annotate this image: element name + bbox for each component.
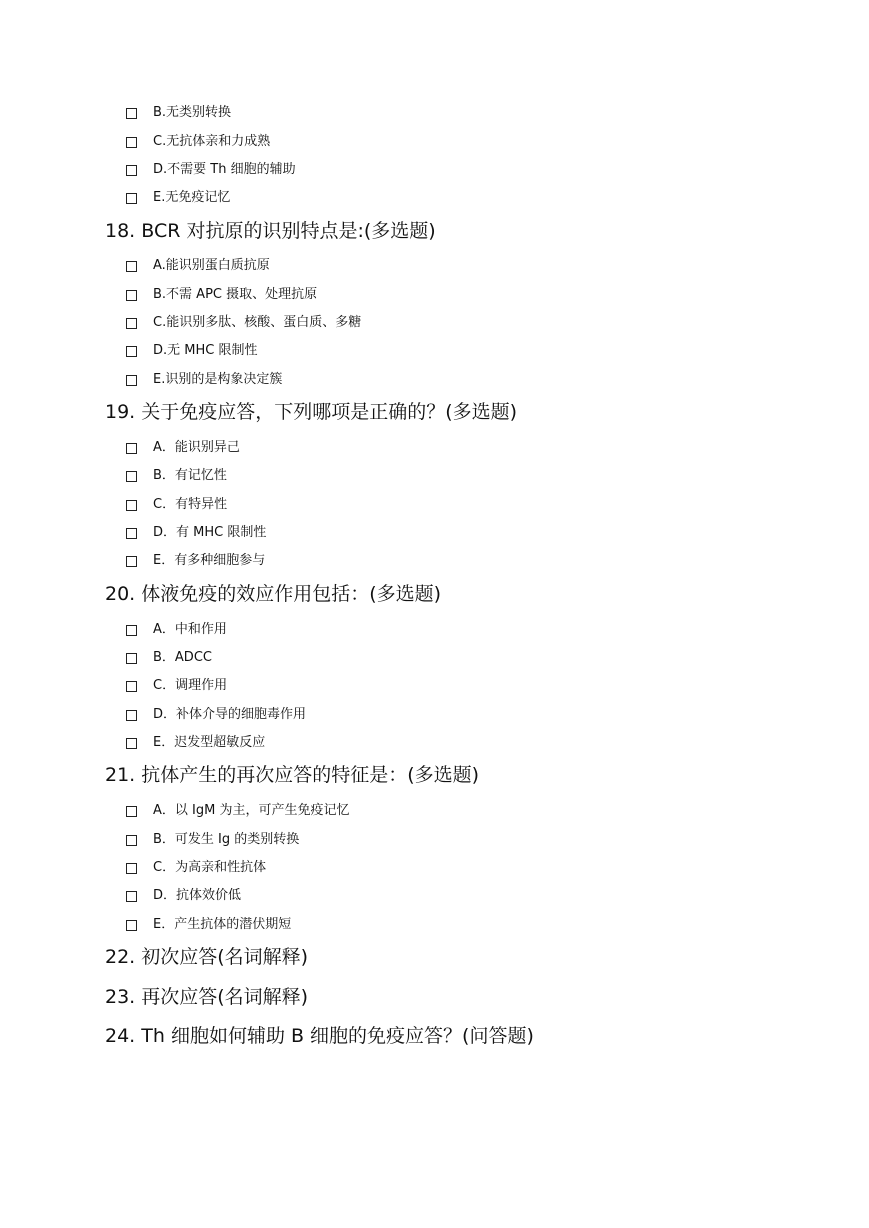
q21-option-d[interactable] <box>126 886 241 906</box>
option-label: B．可发生 Ig 的类别转换 <box>153 832 300 847</box>
checkbox-icon[interactable] <box>126 165 137 176</box>
q17-option-d[interactable] <box>126 160 296 180</box>
q21-option-b[interactable] <box>126 830 299 850</box>
checkbox-icon[interactable] <box>126 443 137 454</box>
option-label: A．以 IgM 为主，可产生免疫记忆 <box>153 803 350 818</box>
checkbox-icon[interactable] <box>126 625 137 636</box>
question-24-title: 24. Th 细胞如何辅助 B 细胞的免疫应答？(问答题) <box>105 1025 534 1047</box>
checkbox-icon[interactable] <box>126 738 137 749</box>
q20-option-a[interactable] <box>126 620 227 640</box>
option-label: E．有多种细胞参与 <box>153 553 266 568</box>
checkbox-icon[interactable] <box>126 891 137 902</box>
q17-option-e[interactable] <box>126 188 230 208</box>
q21-option-a[interactable] <box>126 801 349 821</box>
q19-option-c[interactable] <box>126 495 227 515</box>
option-label: D．补体介导的细胞毒作用 <box>153 707 307 722</box>
checkbox-icon[interactable] <box>126 318 137 329</box>
option-label: C.能识别多肽、核酸、蛋白质、多糖 <box>153 315 362 330</box>
option-label: A．中和作用 <box>153 622 227 637</box>
checkbox-icon[interactable] <box>126 261 137 272</box>
checkbox-icon[interactable] <box>126 108 137 119</box>
option-label: D.无 MHC 限制性 <box>153 343 258 358</box>
checkbox-icon[interactable] <box>126 681 137 692</box>
checkbox-icon[interactable] <box>126 710 137 721</box>
checkbox-icon[interactable] <box>126 137 137 148</box>
checkbox-icon[interactable] <box>126 500 137 511</box>
q19-option-a[interactable] <box>126 438 240 458</box>
checkbox-icon[interactable] <box>126 193 137 204</box>
option-label: C．为高亲和性抗体 <box>153 860 267 875</box>
option-label: C．调理作用 <box>153 678 228 693</box>
q17-option-c[interactable] <box>126 132 270 152</box>
question-22-title: 22. 初次应答(名词解释) <box>105 946 309 968</box>
question-19-title: 19. 关于免疫应答，下列哪项是正确的？(多选题) <box>105 401 518 423</box>
option-label: C.无抗体亲和力成熟 <box>153 134 271 149</box>
checkbox-icon[interactable] <box>126 920 137 931</box>
checkbox-icon[interactable] <box>126 290 137 301</box>
option-label: D.不需要 Th 细胞的辅助 <box>153 162 296 177</box>
question-21-title: 21. 抗体产生的再次应答的特征是：(多选题) <box>105 764 480 786</box>
option-label: E．迟发型超敏反应 <box>153 735 266 750</box>
option-label: D．有 MHC 限制性 <box>153 525 267 540</box>
q19-option-b[interactable] <box>126 466 227 486</box>
question-18-title: 18. BCR 对抗原的识别特点是:(多选题) <box>105 220 436 242</box>
checkbox-icon[interactable] <box>126 806 137 817</box>
checkbox-icon[interactable] <box>126 346 137 357</box>
q19-option-e[interactable] <box>126 551 265 571</box>
checkbox-icon[interactable] <box>126 528 137 539</box>
option-label: C．有特异性 <box>153 497 228 512</box>
checkbox-icon[interactable] <box>126 835 137 846</box>
checkbox-icon[interactable] <box>126 471 137 482</box>
checkbox-icon[interactable] <box>126 375 137 386</box>
option-label: A.能识别蛋白质抗原 <box>153 258 270 273</box>
q20-option-b[interactable] <box>126 648 212 668</box>
q21-option-c[interactable] <box>126 858 266 878</box>
option-label: E．产生抗体的潜伏期短 <box>153 917 292 932</box>
option-label: A．能识别异己 <box>153 440 240 455</box>
option-label: B．ADCC <box>153 650 212 665</box>
q20-option-e[interactable] <box>126 733 265 753</box>
q20-option-d[interactable] <box>126 705 306 725</box>
option-label: E.识别的是构象决定簇 <box>153 372 283 387</box>
option-label: B.不需 APC 摄取、处理抗原 <box>153 287 318 302</box>
q18-option-d[interactable] <box>126 341 257 361</box>
q17-option-b[interactable] <box>126 103 231 123</box>
checkbox-icon[interactable] <box>126 863 137 874</box>
q18-option-c[interactable] <box>126 313 361 333</box>
option-label: B．有记忆性 <box>153 468 227 483</box>
question-20-title: 20. 体液免疫的效应作用包括：(多选题) <box>105 583 442 605</box>
q18-option-b[interactable] <box>126 285 317 305</box>
question-23-title: 23. 再次应答(名词解释) <box>105 986 309 1008</box>
option-label: D．抗体效价低 <box>153 888 242 903</box>
option-label: E.无免疫记忆 <box>153 190 231 205</box>
q18-option-a[interactable] <box>126 256 270 276</box>
checkbox-icon[interactable] <box>126 556 137 567</box>
checkbox-icon[interactable] <box>126 653 137 664</box>
option-label: B.无类别转换 <box>153 105 232 120</box>
q19-option-d[interactable] <box>126 523 266 543</box>
q21-option-e[interactable] <box>126 915 291 935</box>
q18-option-e[interactable] <box>126 370 282 390</box>
q20-option-c[interactable] <box>126 676 227 696</box>
